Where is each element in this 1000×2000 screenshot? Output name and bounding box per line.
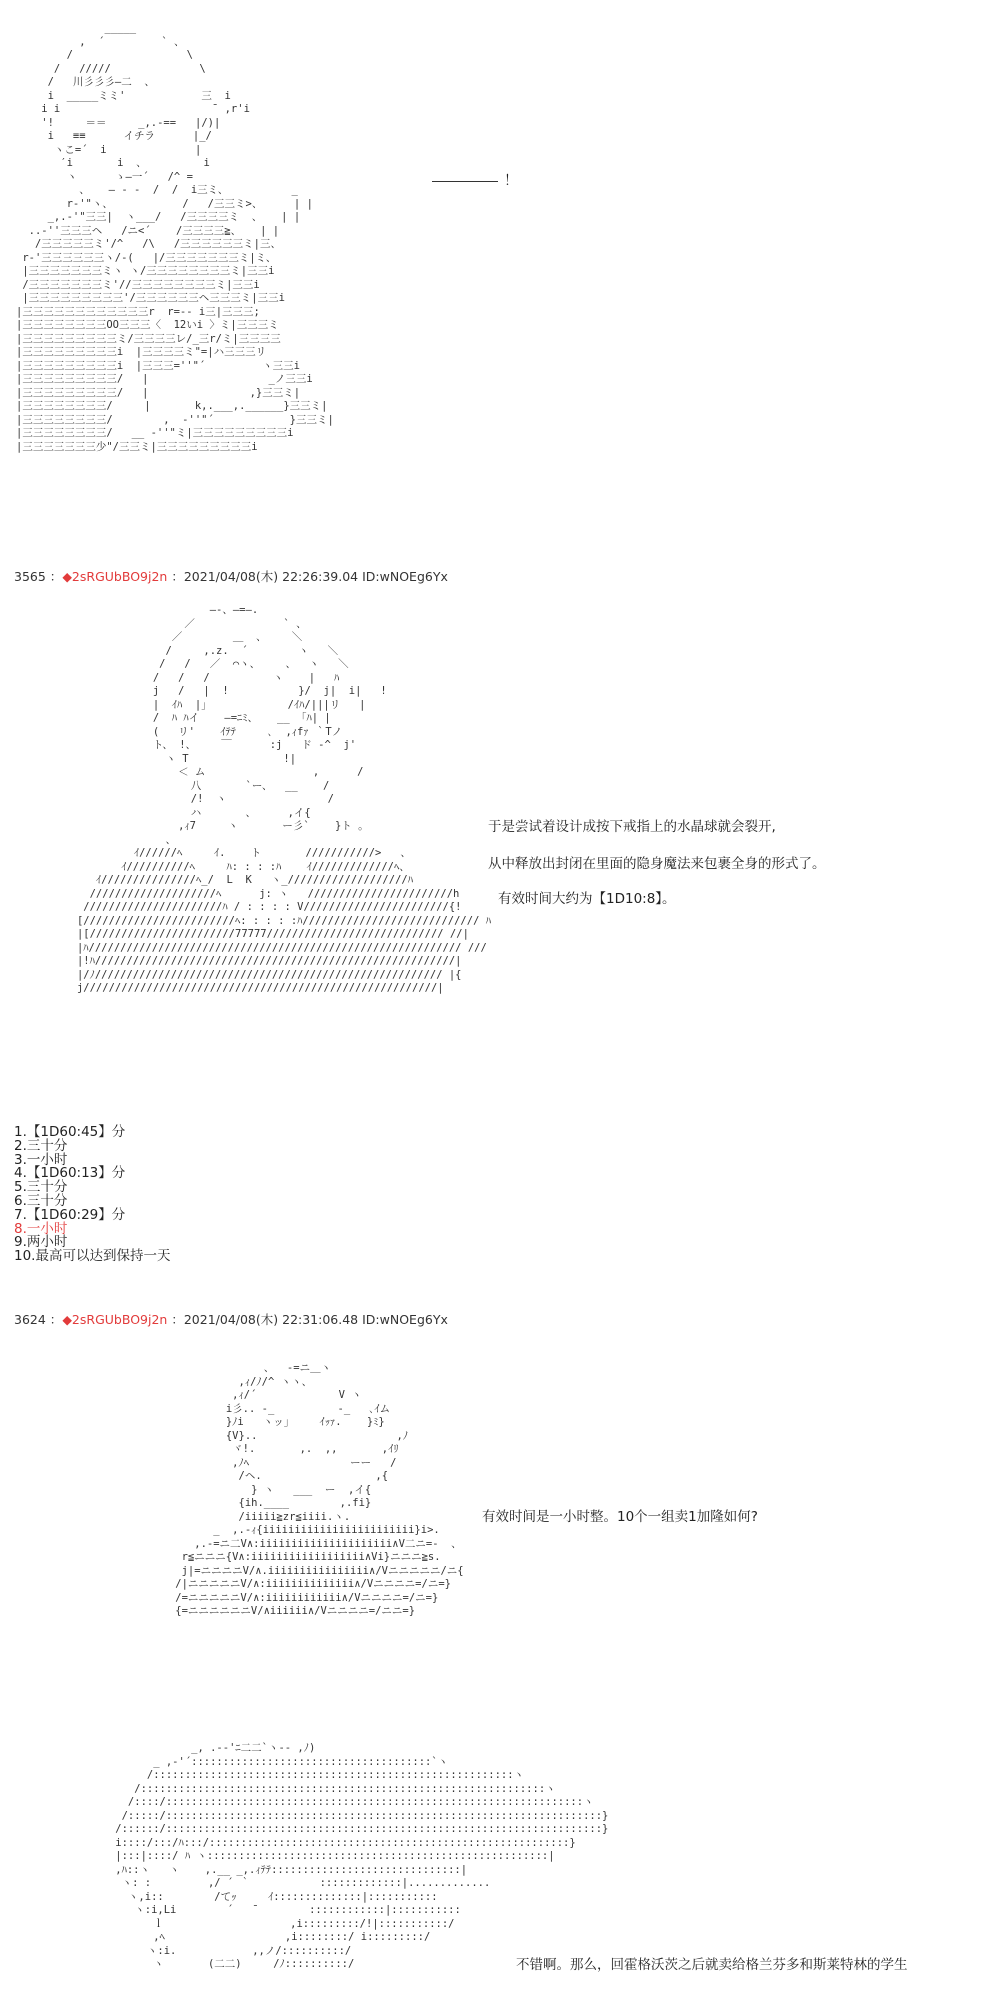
list-item: 9.两小时 (14, 1234, 68, 1251)
narration-line-2: 从中释放出封闭在里面的隐身魔法来包裹全身的形式了。 (488, 856, 826, 872)
poster-trip[interactable]: ◆2sRGUbBO9j2n (62, 569, 168, 584)
ascii-art-bob-hair-character: _, .-‐'ﾆ二二`ヽ-- ,ﾉ) _ ,-'´::::::::::::::::::::::::::::::::::::::`ヽ /:::::::::::::::::::::::::::::::::::::::::::::::::::::::::ヽ /::::::::::::::::::::::::::::::::::::::::::::::::::::::::::::::::ヽ /::::/::::::::::::::::::::::::::::::::::::::::::::::::::::::::::::::::::ヽ /:::::/:::::::::::::::::::::::::::::::::::::::::::::::::::::::::::::::::::::} /::::::/:::::::::::::::::::::::::::::::::::::::::::::::::::::::::::::::::::::} i::::/:::/ﾊ:::/:::::::::::::::::::::::::::::::::::::::::::::::::::::::::} |:::|::::/ ﾊ ヽ::::::::::::::::::::::::::::::::::::::::::::::::::::::| ,ﾊ::ヽ ヽ ,.__ _,.ｨﾃﾃ::::::::::::::::::::::::::::::| ヽ: : ,/ ´ ｀ :::::::::::::|............. ヽ,i:: /てｯ ｲ::::::::::::::|::::::::::: ヽ:i,Li ´ ̄ ::::::::::::|::::::::::: ｌ ,i:::::::::/!|:::::::::::/ ,ﾍ ,i::::::::/ i:::::::::/ ヽ:i. ,,ノ/::::::::::/ ヽ (二二) /ﾉ::::::::::/ (115, 1742, 609, 1970)
post-header (14, 1310, 448, 1328)
post-number: 3624 (14, 1312, 46, 1327)
poster-trip[interactable]: ◆2sRGUbBO9j2n (62, 1312, 168, 1327)
list-item: 10.最高可以达到保持一天 (14, 1248, 171, 1265)
ascii-art-character-sweater: ―-、―=―. ／ ` 、 ／ ＿ 、 ＼ / ,.z. ´ ヽ ＼ / / ／ ⌒ヽ、 、 ヽ ＼ / / / ヽ | ﾊ j / | ! }/ j| i| ! | ｲﾊ |」 /ｲﾊ/|||リ | / ﾊ ﾊイ ―=ﾆﾐ、 __ 「ﾊ| | ( リ' ｲﾃﾃ ､ ,ｨfｧ ｀Tノ ト、 !、 ￣ :j ド ‐^ j' ヽ T !| ＜ ム , / 八 `ー、 __ / /! ヽ / ハ 、 ,イ{ ,ｨ7 ヽ ー彡` }ト 。 、 ｲ//////ﾍ ｲ. ト ///////////> 、 ｲ//////////ﾍ ﾊ: : : :ﾊ ｲ/////////////ﾍ、 ｲ///////////////ﾍ_/ L K ヽ_///////////////////ﾊ ////////////////////ﾍ j: ヽ ///////////////////////h //////////////////////ﾊ / : : : : V///////////////////////{! [////////////////////////ﾍ: : : : :ﾊ//////////////////////////// ﾊ |[///////////////////////77777//////////////////////////// //| |ﾊ/////////////////////////////////////////////////////////// /// |!ﾊ/////////////////////////////////////////////////////////| |/ﾉ/////////////////////////////////////////////////////// |{ j////////////////////////////////////////////////////////| (76, 604, 491, 994)
list-item: 3.一小时 (14, 1151, 68, 1168)
narration-block-2: 有效时间是一小时整。10个一组卖1加隆如何? (482, 1509, 758, 1525)
exclamation-text (432, 170, 518, 190)
dash-line (432, 181, 498, 182)
post-datetime: 2021/04/08(木) 22:31:06.48 (183, 1312, 359, 1327)
narration-line-1: 于是尝试着设计成按下戒指上的水晶球就会裂开, (488, 819, 776, 835)
list-item: 1.【1D60:45】分 (14, 1124, 126, 1140)
narration-line-3: 有效时间大约为【1D10:8】。 (498, 891, 676, 907)
ascii-art-short-hair-character: 、 -=ニ＿ヽ ,ｨ/ﾉ/^ ヽヽ、 ,ｨ/´ V ヽ i彡.. ‐_ ‐_ ､ｲム }ﾉi ヽッ」 ｲｯｧ. }ﾐ} {V}.. ,ﾉ ヾ!. ,. ,, ,ｲﾘ ,ﾉﾍ ーー / /ヘ. ,{ } ヽ ___ ー ,イ{ {ih.____ ,.fi} /iiiii≧zr≦iiii.ヽ. _ ,.‐ｨ{iiiiiiiiiiiiiiiiiiiiiiii}i>. ,.-=ニ二V∧:iiiiiiiiiiiiiiiiiiiii∧V二ニ=- 、 r≦ニニニ{V∧:iiiiiiiiiiiiiiiiii∧Vi}ニニニ≧s. j|=ニニニニV/∧.iiiiiiiiiiiiiiii∧/Vニニニニニ/ニ{ /|ニニニニニV/∧:iiiiiiiiiiiiii∧/Vニニニニ=/ニ=} /=ニニニニニV/∧:iiiiiiiiiiii∧/Vニニニニ=/ニ=} {=ニニニニニニV/∧iiiiii∧/Vニニニニ=/ニニ=} (175, 1362, 464, 1617)
post-number: 3565 (14, 569, 46, 584)
separator: ： (49, 1312, 63, 1327)
list-item: 2.三十分 (14, 1137, 68, 1154)
poster-id[interactable]: ID:wNOEg6Yx (362, 569, 448, 584)
list-item: 7.【1D60:29】分 (14, 1206, 126, 1223)
post-datetime: 2021/04/08(木) 22:26:39.04 (183, 569, 359, 584)
dice-result-list (14, 1126, 170, 1264)
post-header (14, 567, 448, 585)
shout-mark: ！ (504, 173, 518, 189)
narration-block-3: 不错啊。那么，回霍格沃茨之后就卖给格兰芬多和斯莱特林的学生 (516, 1957, 908, 1973)
list-item: 4.【1D60:13】分 (14, 1165, 126, 1182)
separator: ： (171, 569, 184, 584)
poster-id[interactable]: ID:wNOEg6Yx (362, 1312, 448, 1327)
separator: ： (49, 569, 63, 584)
ascii-art-suited-man: _____ , ´ ` 、 / \ / ///// \ / 川彡彡彡―二 、 i _____ミミ' 三 i i i ̄ ,r'i '! ＝＝ _,.-== |/)| i ≡≡ イチラ |_/ ヽこ=´ i | ′i i 、 i ヽ ゝ―一´ /^ = 、 ― ‐ ‐ / / i三ミ、 _ r‐'"ヽ、 / /三三ミ>、 | | _,.-'"三三| ヽ___/ /三三三三ミ 、 | | ..-''三三三ヘ /ニ<´ /三三三三≧、 | | /三三三三三ミ'/^ /\ /三三三三三三ミ|三、 r‐'三三三三三三ヽ/‐( |/三三三三三三三ミ|ミ、 |三三三三三三三ミヽ ヽ/三三三三三三三三ミ|三三i /三三三三三三三ミ'//三三三三三三三三ミ|三三i |三三三三三三三三三'/三三三三三三ヘ三三三ミ|三三i |三三三三三三三三三三三三r r=-- i三|三三三; |三三三三三三三三OO三三三〈 12いi 〉ミ|三三三ミ |三三三三三三三三三ミ/三三三三レ/_三r/ミ|三三三三 |三三三三三三三三三i |三三三三ミ"=|ハ三三三リ |三三三三三三三三三i |三三三=''"´ ヽ三三i |三三三三三三三三三/ | _ノ三三i |三三三三三三三三三/ | ,}三三ミ| |三三三三三三三三/ | k,.___,.______}三三ミ| |三三三三三三三三/ , -''"´ }三三ミ| |三三三三三三三三/ __ -''"ミ|三三三三三三三三三i |三三三三三三三少"/三三ミ|三三三三三三三三三i (16, 22, 334, 453)
list-item-selected: 8.一小时 (14, 1220, 68, 1237)
separator: ： (171, 1312, 184, 1327)
list-item: 5.三十分 (14, 1179, 68, 1196)
list-item: 6.三十分 (14, 1192, 68, 1209)
